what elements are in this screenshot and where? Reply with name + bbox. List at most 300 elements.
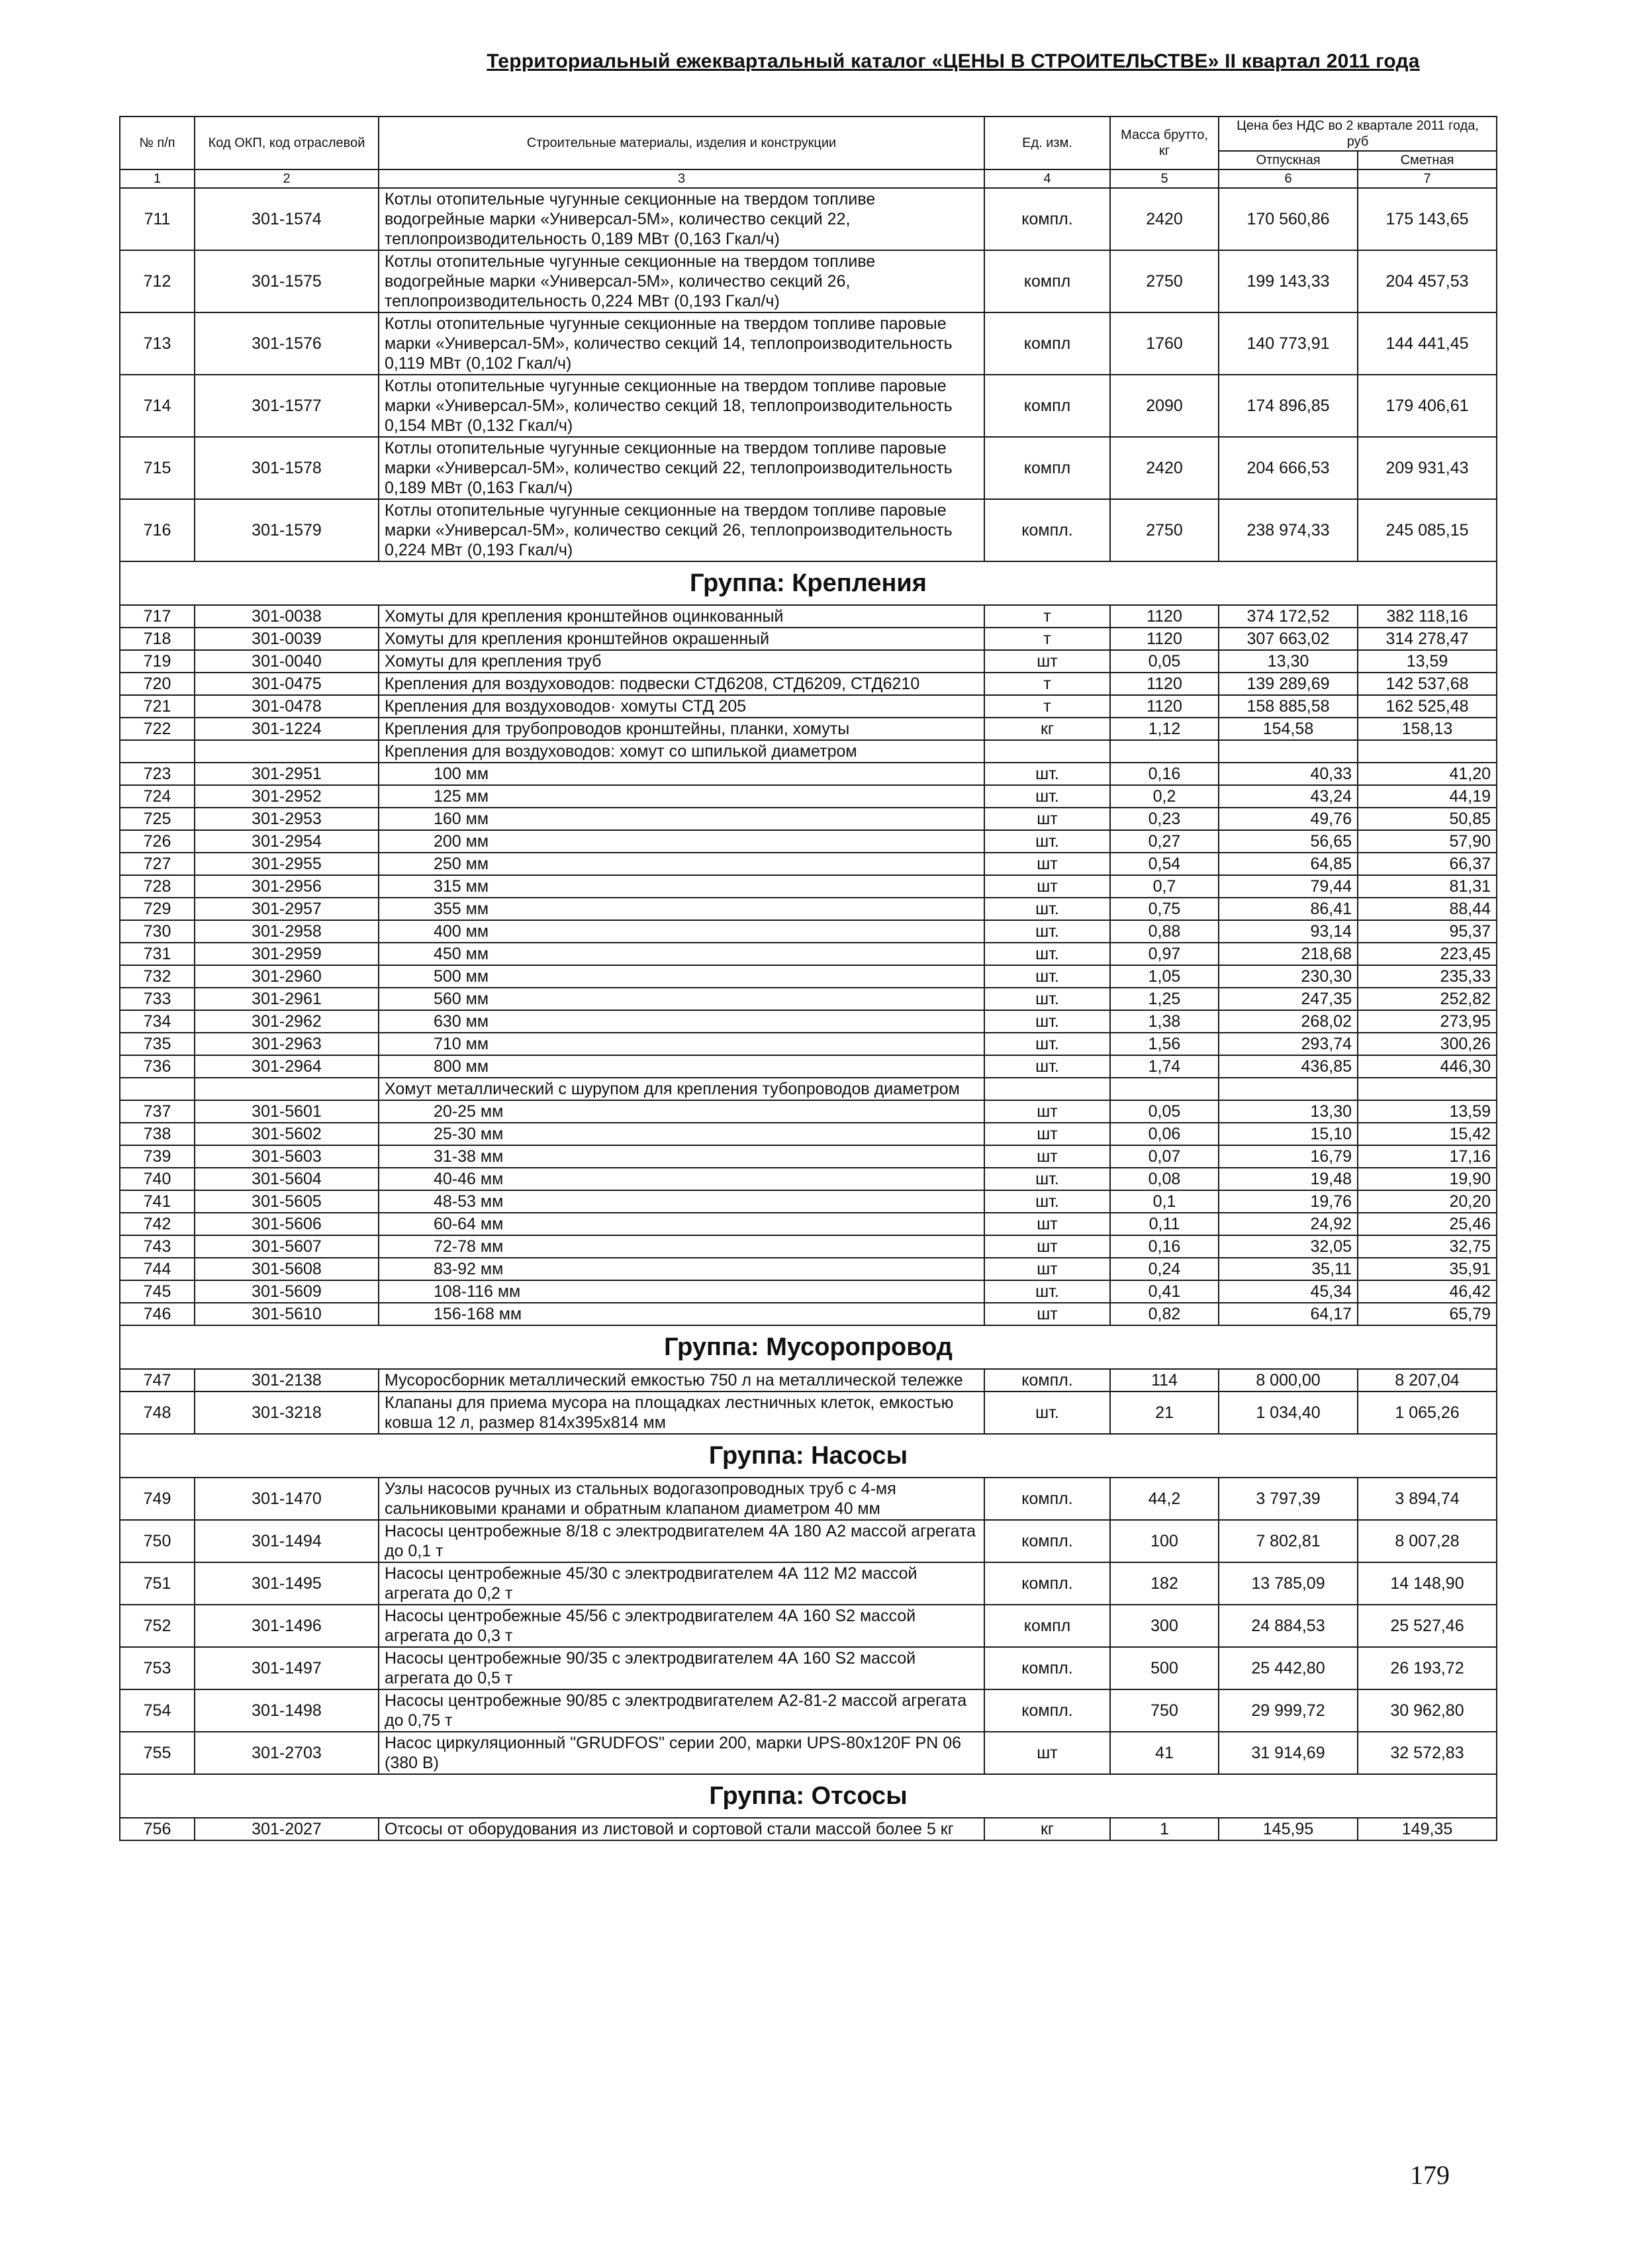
table-row [120,875,1497,898]
row-code: 301-5603 [195,1145,379,1168]
row-unit: т [984,605,1110,628]
row-price-estimate: 30 962,80 [1358,1689,1497,1732]
table-body [120,188,1497,1840]
table-header [120,117,1497,188]
row-name: Котлы отопительные чугунные секционные на твердом топливе водогрейные марки «Универсал-5М», количество секций 26, теплопроизводительность 0,224 МВт (0,193 Гкал/ч) [379,250,984,312]
row-unit: шт. [984,1190,1110,1213]
row-code: 301-0478 [195,695,379,718]
row-unit: компл [984,1605,1110,1647]
row-price-release: 24,92 [1219,1213,1358,1235]
row-unit: кг [984,1818,1110,1840]
table-row [120,1689,1497,1732]
row-price-release: 64,17 [1219,1303,1358,1325]
row-unit: компл. [984,499,1110,561]
header-name: Строительные материалы, изделия и конструкции [379,117,984,169]
row-number: 750 [120,1520,195,1562]
row-code: 301-5601 [195,1100,379,1123]
row-price-release: 218,68 [1219,943,1358,965]
row-price-estimate: 32,75 [1358,1235,1497,1258]
column-number: 1 [120,169,195,188]
row-unit: кг [984,718,1110,740]
row-number: 728 [120,875,195,898]
row-unit: шт. [984,830,1110,853]
row-mass: 2420 [1110,437,1219,499]
row-name: Отсосы от оборудования из листовой и сортовой стали массой более 5 кг [379,1818,984,1840]
row-unit: компл [984,250,1110,312]
table-row [120,718,1497,740]
row-price-release: 199 143,33 [1219,250,1358,312]
row-price-estimate: 223,45 [1358,943,1497,965]
row-number: 735 [120,1033,195,1055]
table-row [120,1145,1497,1168]
row-unit [984,740,1110,763]
row-code: 301-2955 [195,853,379,875]
row-mass: 1120 [1110,673,1219,695]
table-row [120,763,1497,785]
table-row [120,785,1497,808]
row-code: 301-5607 [195,1235,379,1258]
table-row [120,1168,1497,1190]
row-price-release: 140 773,91 [1219,312,1358,375]
row-code: 301-1576 [195,312,379,375]
header-price-estimate: Сметная [1358,151,1497,169]
row-number: 740 [120,1168,195,1190]
row-mass: 1120 [1110,628,1219,650]
table-row [120,375,1497,437]
row-price-estimate: 204 457,53 [1358,250,1497,312]
row-price-estimate: 382 118,16 [1358,605,1497,628]
row-unit: шт [984,853,1110,875]
row-code: 301-2953 [195,808,379,830]
row-unit: компл. [984,188,1110,250]
row-price-estimate: 158,13 [1358,718,1497,740]
table-row [120,650,1497,673]
table-row [120,312,1497,375]
row-mass: 1,12 [1110,718,1219,740]
column-number: 6 [1219,169,1358,188]
row-code: 301-2959 [195,943,379,965]
row-price-estimate: 8 207,04 [1358,1369,1497,1392]
row-code: 301-1498 [195,1689,379,1732]
row-price-release: 154,58 [1219,718,1358,740]
row-code: 301-2138 [195,1369,379,1392]
table-row [120,1647,1497,1689]
row-mass: 0,7 [1110,875,1219,898]
row-mass: 1,05 [1110,965,1219,988]
row-name: 800 мм [379,1055,984,1078]
row-price-release [1219,740,1358,763]
row-number: 742 [120,1213,195,1235]
row-price-release: 79,44 [1219,875,1358,898]
row-name: Крепления для трубопроводов кронштейны, планки, хомуты [379,718,984,740]
row-unit: т [984,695,1110,718]
column-number: 3 [379,169,984,188]
row-unit: шт. [984,943,1110,965]
row-price-release: 16,79 [1219,1145,1358,1168]
row-unit: шт [984,1732,1110,1774]
row-code: 301-1574 [195,188,379,250]
row-number: 724 [120,785,195,808]
row-price-release: 43,24 [1219,785,1358,808]
row-code: 301-0040 [195,650,379,673]
table-row [120,1303,1497,1325]
row-price-estimate: 179 406,61 [1358,375,1497,437]
row-price-estimate: 95,37 [1358,920,1497,943]
group-heading: Группа: Крепления [120,561,1497,605]
row-name: 40-46 мм [379,1168,984,1190]
table-row [120,250,1497,312]
row-mass: 0,75 [1110,898,1219,920]
row-name: 72-78 мм [379,1235,984,1258]
row-number: 711 [120,188,195,250]
row-price-estimate: 8 007,28 [1358,1520,1497,1562]
row-price-release: 19,76 [1219,1190,1358,1213]
row-name: Насосы центробежные 45/56 с электродвигателем 4А 160 S2 массой агрегата до 0,3 т [379,1605,984,1647]
row-name: 500 мм [379,965,984,988]
row-price-estimate: 17,16 [1358,1145,1497,1168]
row-name: Хомуты для крепления труб [379,650,984,673]
row-code: 301-3218 [195,1392,379,1434]
row-number: 717 [120,605,195,628]
row-price-release: 56,65 [1219,830,1358,853]
row-unit: шт. [984,763,1110,785]
row-name: Котлы отопительные чугунные секционные на твердом топливе паровые марки «Универсал-5М», количество секций 18, теплопроизводительность 0,154 МВт (0,132 Гкал/ч) [379,375,984,437]
row-number: 743 [120,1235,195,1258]
table-row [120,853,1497,875]
row-price-estimate: 25 527,46 [1358,1605,1497,1647]
row-number: 716 [120,499,195,561]
row-name: 48-53 мм [379,1190,984,1213]
row-price-estimate: 162 525,48 [1358,695,1497,718]
row-name: 560 мм [379,988,984,1010]
row-name: Хомуты для крепления кронштейнов оцинкованный [379,605,984,628]
row-code: 301-5604 [195,1168,379,1190]
row-mass [1110,740,1219,763]
row-mass [1110,1078,1219,1100]
row-price-estimate [1358,740,1497,763]
row-unit: компл. [984,1478,1110,1520]
row-code: 301-2958 [195,920,379,943]
page-title: Территориальный ежеквартальный каталог «ЦЕНЫ В СТРОИТЕЛЬСТВЕ» II квартал 2011 года [487,50,1420,72]
row-mass: 0,23 [1110,808,1219,830]
row-price-release: 40,33 [1219,763,1358,785]
row-code [195,740,379,763]
table-row [120,1520,1497,1562]
row-code: 301-5610 [195,1303,379,1325]
row-price-estimate: 25,46 [1358,1213,1497,1235]
table-row [120,695,1497,718]
row-unit: шт. [984,1168,1110,1190]
row-code: 301-1575 [195,250,379,312]
row-price-estimate: 66,37 [1358,853,1497,875]
row-unit: шт [984,1258,1110,1280]
row-number: 747 [120,1369,195,1392]
row-name: 60-64 мм [379,1213,984,1235]
row-name: 156-168 мм [379,1303,984,1325]
row-mass: 1,74 [1110,1055,1219,1078]
subheading-row [120,740,1497,763]
subheading-text: Хомут металлический с шурупом для крепления тубопроводов диаметром [379,1078,984,1100]
group-heading-row [120,561,1497,605]
row-code: 301-2703 [195,1732,379,1774]
row-mass: 0,88 [1110,920,1219,943]
row-code: 301-2963 [195,1033,379,1055]
row-code: 301-1224 [195,718,379,740]
row-code: 301-2960 [195,965,379,988]
row-unit: компл [984,375,1110,437]
row-unit: шт. [984,988,1110,1010]
row-price-estimate: 41,20 [1358,763,1497,785]
subheading-text: Крепления для воздуховодов: хомут со шпилькой диаметром [379,740,984,763]
table-row [120,437,1497,499]
row-unit: компл [984,312,1110,375]
table-row [120,499,1497,561]
row-mass: 21 [1110,1392,1219,1434]
row-mass: 0,08 [1110,1168,1219,1190]
row-mass: 2090 [1110,375,1219,437]
row-code: 301-5602 [195,1123,379,1145]
row-code: 301-5606 [195,1213,379,1235]
row-number: 752 [120,1605,195,1647]
row-unit: компл. [984,1369,1110,1392]
row-price-estimate: 88,44 [1358,898,1497,920]
row-mass: 0,11 [1110,1213,1219,1235]
row-unit: шт. [984,1055,1110,1078]
row-price-estimate: 13,59 [1358,1100,1497,1123]
row-price-estimate: 57,90 [1358,830,1497,853]
row-unit: шт [984,1145,1110,1168]
row-price-estimate: 13,59 [1358,650,1497,673]
row-unit: шт [984,1235,1110,1258]
row-mass: 1760 [1110,312,1219,375]
row-name: 710 мм [379,1033,984,1055]
header-mass: Масса брутто, кг [1110,117,1219,169]
table-row [120,1123,1497,1145]
row-unit: шт [984,650,1110,673]
row-mass: 1 [1110,1818,1219,1840]
row-number: 755 [120,1732,195,1774]
row-number: 748 [120,1392,195,1434]
row-name: Насосы центробежные 90/85 с электродвигателем А2-81-2 массой агрегата до 0,75 т [379,1689,984,1732]
table-row [120,1055,1497,1078]
header-column-numbers [120,169,1497,188]
row-name: Котлы отопительные чугунные секционные на твердом топливе водогрейные марки «Универсал-5М», количество секций 22, теплопроизводительность 0,189 МВт (0,163 Гкал/ч) [379,188,984,250]
row-price-estimate: 142 537,68 [1358,673,1497,695]
table-row [120,1258,1497,1280]
row-number: 734 [120,1010,195,1033]
row-code [195,1078,379,1100]
row-name: Клапаны для приема мусора на площадках лестничных клеток, емкостью ковша 12 л, размер 814х395х814 мм [379,1392,984,1434]
table-row [120,898,1497,920]
table-row [120,830,1497,853]
row-code: 301-2964 [195,1055,379,1078]
row-mass: 1,56 [1110,1033,1219,1055]
row-price-release: 45,34 [1219,1280,1358,1303]
row-name: 20-25 мм [379,1100,984,1123]
column-number: 5 [1110,169,1219,188]
row-number: 741 [120,1190,195,1213]
group-heading-row [120,1325,1497,1369]
row-price-estimate: 300,26 [1358,1033,1497,1055]
row-price-estimate: 65,79 [1358,1303,1497,1325]
row-number: 736 [120,1055,195,1078]
row-number: 719 [120,650,195,673]
row-name: 355 мм [379,898,984,920]
row-price-estimate: 32 572,83 [1358,1732,1497,1774]
row-price-estimate: 149,35 [1358,1818,1497,1840]
table-row [120,1732,1497,1774]
row-code: 301-1495 [195,1562,379,1605]
row-mass: 1,25 [1110,988,1219,1010]
row-price-estimate: 144 441,45 [1358,312,1497,375]
row-price-estimate: 446,30 [1358,1055,1497,1078]
row-price-release: 145,95 [1219,1818,1358,1840]
row-price-release: 307 663,02 [1219,628,1358,650]
row-mass: 0,07 [1110,1145,1219,1168]
row-price-estimate: 235,33 [1358,965,1497,988]
row-number: 744 [120,1258,195,1280]
table-row [120,1478,1497,1520]
row-mass: 2750 [1110,250,1219,312]
row-name: 315 мм [379,875,984,898]
row-price-estimate: 245 085,15 [1358,499,1497,561]
header-code: Код ОКП, код отраслевой [195,117,379,169]
row-name: 400 мм [379,920,984,943]
row-price-release: 7 802,81 [1219,1520,1358,1562]
row-price-release: 24 884,53 [1219,1605,1358,1647]
row-number [120,740,195,763]
row-name: Хомуты для крепления кронштейнов окрашенный [379,628,984,650]
table-row [120,673,1497,695]
row-unit: шт [984,1123,1110,1145]
row-mass: 0,16 [1110,1235,1219,1258]
row-number: 756 [120,1818,195,1840]
row-name: Котлы отопительные чугунные секционные на твердом топливе паровые марки «Универсал-5М», количество секций 26, теплопроизводительность 0,224 МВт (0,193 Гкал/ч) [379,499,984,561]
row-price-release: 230,30 [1219,965,1358,988]
row-name: Котлы отопительные чугунные секционные на твердом топливе паровые марки «Универсал-5М», количество секций 22, теплопроизводительность 0,189 МВт (0,163 Гкал/ч) [379,437,984,499]
table-row [120,1369,1497,1392]
row-price-release: 374 172,52 [1219,605,1358,628]
header-num: № п/п [120,117,195,169]
row-unit: шт. [984,1010,1110,1033]
row-price-estimate: 314 278,47 [1358,628,1497,650]
row-price-release: 3 797,39 [1219,1478,1358,1520]
subheading-row [120,1078,1497,1100]
price-table [119,116,1497,1841]
table-row [120,628,1497,650]
row-price-release [1219,1078,1358,1100]
row-number: 713 [120,312,195,375]
row-number: 739 [120,1145,195,1168]
row-price-release: 15,10 [1219,1123,1358,1145]
row-code: 301-2957 [195,898,379,920]
table-row [120,1235,1497,1258]
table-row [120,1213,1497,1235]
table-row [120,920,1497,943]
column-number: 7 [1358,169,1497,188]
group-heading-row [120,1774,1497,1818]
row-code: 301-5608 [195,1258,379,1280]
table-row [120,1818,1497,1840]
row-number: 721 [120,695,195,718]
row-price-estimate: 3 894,74 [1358,1478,1497,1520]
row-price-release: 158 885,58 [1219,695,1358,718]
row-price-release: 293,74 [1219,1033,1358,1055]
row-mass: 0,54 [1110,853,1219,875]
row-unit: шт. [984,1280,1110,1303]
row-code: 301-2954 [195,830,379,853]
row-mass: 0,16 [1110,763,1219,785]
row-unit: компл. [984,1647,1110,1689]
row-code: 301-1470 [195,1478,379,1520]
row-mass: 182 [1110,1562,1219,1605]
row-unit: шт [984,1100,1110,1123]
column-number: 2 [195,169,379,188]
row-unit: шт. [984,785,1110,808]
row-number: 714 [120,375,195,437]
row-price-estimate: 209 931,43 [1358,437,1497,499]
row-price-estimate: 50,85 [1358,808,1497,830]
row-code: 301-1496 [195,1605,379,1647]
row-price-release: 13,30 [1219,650,1358,673]
row-number: 722 [120,718,195,740]
row-price-release: 204 666,53 [1219,437,1358,499]
row-price-release: 170 560,86 [1219,188,1358,250]
row-mass: 2420 [1110,188,1219,250]
row-mass: 750 [1110,1689,1219,1732]
row-number: 715 [120,437,195,499]
table-row [120,188,1497,250]
row-price-release: 13 785,09 [1219,1562,1358,1605]
row-mass: 1120 [1110,605,1219,628]
group-heading: Группа: Мусоропровод [120,1325,1497,1369]
row-price-release: 139 289,69 [1219,673,1358,695]
row-unit: компл. [984,1520,1110,1562]
row-mass: 0,06 [1110,1123,1219,1145]
table-row [120,1605,1497,1647]
row-unit: шт [984,808,1110,830]
row-number: 730 [120,920,195,943]
row-price-estimate: 175 143,65 [1358,188,1497,250]
row-price-release: 268,02 [1219,1010,1358,1033]
row-mass: 0,41 [1110,1280,1219,1303]
row-code: 301-1578 [195,437,379,499]
row-mass: 500 [1110,1647,1219,1689]
row-name: 200 мм [379,830,984,853]
row-mass: 114 [1110,1369,1219,1392]
table-row [120,1280,1497,1303]
row-unit: компл [984,437,1110,499]
header-price-release: Отпускная [1219,151,1358,169]
row-mass: 2750 [1110,499,1219,561]
header-price: Цена без НДС во 2 квартале 2011 года, руб [1219,117,1497,151]
row-price-estimate: 20,20 [1358,1190,1497,1213]
row-mass: 0,05 [1110,1100,1219,1123]
row-code: 301-0475 [195,673,379,695]
table-row [120,1562,1497,1605]
table-row [120,943,1497,965]
header-unit: Ед. изм. [984,117,1110,169]
row-name: 125 мм [379,785,984,808]
table-row [120,965,1497,988]
row-price-release: 64,85 [1219,853,1358,875]
row-price-estimate: 26 193,72 [1358,1647,1497,1689]
row-price-estimate: 44,19 [1358,785,1497,808]
row-name: Насосы центробежные 8/18 с электродвигателем 4А 180 А2 массой агрегата до 0,1 т [379,1520,984,1562]
group-heading-row [120,1434,1497,1478]
row-unit: шт. [984,920,1110,943]
row-number [120,1078,195,1100]
